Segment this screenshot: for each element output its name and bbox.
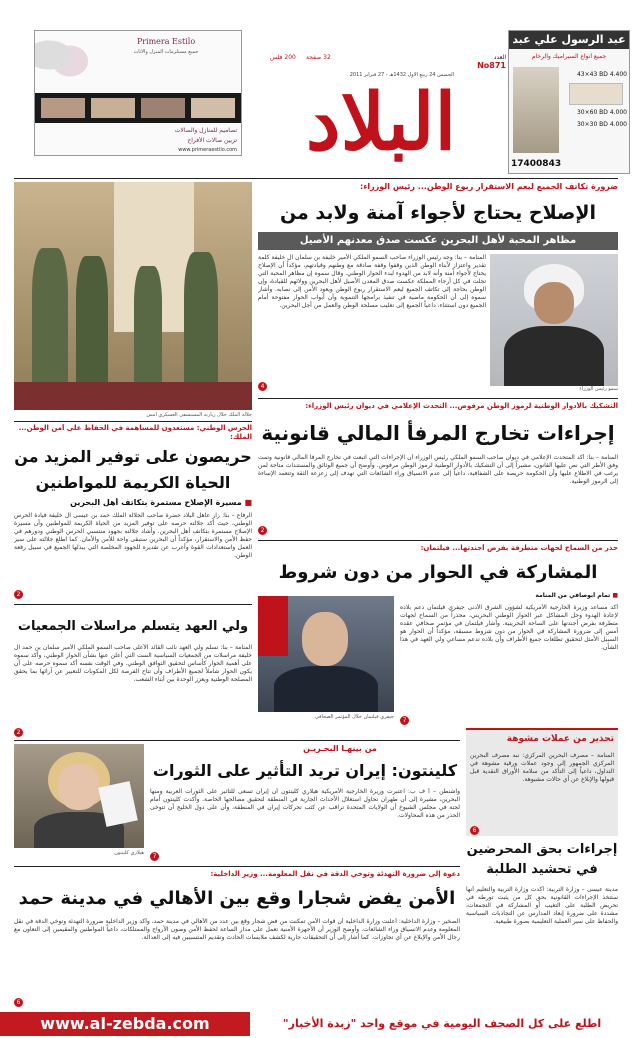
story4-headline: ولي العهد يتسلم مراسلات الجمعيات — [17, 619, 249, 634]
ad-primera-url: www.primeraestilo.com — [178, 147, 237, 153]
story3-kicker: حذر من السماح لجهات متطرفة بفرض أجندتها... فيلتمان: — [420, 544, 618, 552]
portrait-face — [534, 282, 574, 324]
divider — [258, 398, 618, 399]
bottom-body: الصخير – وزارة الداخلية: أعلنت وزارة الداخلية أن قوات الأمن تمكنت من فض شجار وقع بين عدد من الأهالي في مدينة حمد، وأكد وزير الداخلية ضرورة التهدئة وتوخي الدقة في نقل المعلومة وعدم الانسياق وراء الشائعات. وأوضح الوزير أن الأجهزة الأمنية تعمل على مدار الساعة لحفظ الأمن وصون الأرواح والممتلكات، داعياً المواطنين والمقيمين إلى التعاون مع رجال الأمن والإبلاغ عن أي تجاوزات. كما أشار إلى أن التحقيقات جارية لكشف ملابسات الحادث وتقديم المتسببين فيه إلى العدالة. — [14, 918, 460, 941]
story3-page-badge: 7 — [400, 716, 409, 725]
figure-officer — [32, 248, 68, 398]
divider — [14, 604, 252, 605]
ad-size-2: 30×60 BD 4.000 — [576, 109, 627, 116]
story2-body: المنامة – بنا: أكد المتحدث الإعلامي في ديوان صاحب السمو الملكي رئيس الوزراء أن الإجراءات التي اتبعت في تخارج المرفأ المالي قانونية وتمت وفق الأطر التي نص عليها القانون، مشيراً إلى أن التشكيك بالأدوار الوطنية لرموز الوطن مرفوض. وأوضح أن جميع الوثائق والمستندات متاحة لمن يرغب في الاطلاع عليها وأن الحكومة حريصة على الشفافية، داعياً إلى عدم الانسياق وراء الشائعات التي تهدف إلى زعزعة الثقة وتتعمد الإساءة إلى الرموز الوطنية. — [258, 454, 618, 485]
clinton-photo — [14, 744, 144, 848]
story3-headline: المشاركة في الحوار من دون شروط — [278, 562, 598, 583]
divider — [258, 540, 618, 541]
ad-primera-line2: تزيين صالات الأفراح — [187, 137, 237, 144]
students-body: مدينة عيسى – وزارة التربية: أكدت وزارة التربية والتعليم أنها ستتخذ الإجراءات القانونية بحق كل من يثبت تورطه في تحريض الطلبة على التغيب أو المشاركة في التجمعات، مشددة على ضرورة إبعاد المدارس عن التجاذبات السياسية والحفاظ على سير العملية التعليمية بصورة طبيعية. — [466, 886, 618, 925]
ad-primera-line1: تصاميم للمنازل والصالات — [174, 127, 237, 134]
bottom-kicker: دعوة إلى ضرورة التهدئة وتوخي الدقة في نقل المعلومة... وزير الداخلية: — [210, 870, 460, 878]
story2-page-badge: 2 — [258, 526, 267, 535]
feltman-caption: جيفري فيلتمان خلال المؤتمر الصحافي — [315, 714, 394, 720]
ad-size-3: 30×30 BD 4.000 — [576, 121, 627, 128]
king-visit-caption: جلالة الملك خلال زيارته المستشفى العسكري أمس — [146, 412, 252, 418]
paper-sheet — [98, 781, 138, 827]
story2-kicker: التشكيك بالأدوار الوطنية لرموز الوطن مرفوض... التحدث الإعلامي في ديوان رئيس الوزراء: — [305, 402, 618, 410]
story5-kicker: من بينهـا البحـريـن — [303, 744, 377, 753]
figure-officer — [134, 266, 162, 386]
lead-headline: الإصلاح يحتاج لأجواء آمنة ولابد من — [279, 202, 597, 224]
story3-byline: ■ تمام أبوصافي من المنامة — [440, 592, 618, 602]
story2-headline: إجراءات تخارج المرفأ المالي قانونية — [261, 421, 615, 445]
story5-headline: كلينتون: إيران تريد التأثير على الثورات — [152, 761, 458, 780]
lead-photo — [490, 254, 618, 386]
flag — [258, 596, 288, 656]
story4-body: المنامة – بنا: تسلم ولي العهد نائب القائد الأعلى صاحب السمو الملكي الأمير سلمان بن حمد آل خليفة مراسلات من الجمعيات السياسية الست التي أعلن عنها بشأن الحوار الوطني، وأكد سموه على أهمية الحوار كأساس لتحقيق التوافق الوطني. وفي الوقت نفسه أكد سموه حرصه على أن يكون الحوار شاملاً لجميع الأطراف وأن تتاح الفرصة لكل المكونات للتعبير عن آرائها بما يحقق المصلحة الوطنية ويعزز الوحدة بين أبناء الشعب. — [14, 644, 252, 683]
figure-officer — [76, 256, 108, 396]
bottom-headline: الأمن يفض شجارا وقع بين الأهالي في مدينة حمد — [18, 888, 456, 909]
lead-caption: سمو رئيس الوزراء — [579, 386, 618, 392]
portrait-face — [302, 612, 348, 666]
film-frame — [41, 98, 85, 118]
portrait-face — [58, 764, 100, 810]
students-box — [466, 840, 618, 1034]
footer-slogan: اطلع على كل الصحف اليومية في موقع واحد "زبدة الأخبار" — [282, 1017, 602, 1030]
newspaper-logo: البلاد — [305, 77, 457, 168]
film-frame — [91, 98, 135, 118]
story4-page-badge: 2 — [14, 728, 23, 737]
issue-label: العدد — [493, 54, 506, 61]
clinton-caption: هيلاري كلينتون — [114, 850, 144, 856]
ad-primera — [34, 30, 242, 156]
story3-body: أكد مساعد وزيرة الخارجية الأمريكية لشؤون الشرق الأدنى جيفري فيلتمان دعم بلاده لإعادة الهدوء وحل المشاكل عبر الحوار الوطني البحريني، محذراً من السماح لجهات متطرفة بفرض أجندتها على الساحة البحرينية. وأشار فيلتمان في مؤتمر صحافي عقده أمس إلى ضرورة المشاركة في الحوار من دون شروط مسبقة، مؤكداً أن الحوار هو السبيل الأمثل لتحقيق تطلعات جميع الأطراف وأن بلاده تدعم مساعي ولي العهد في هذا الشأن. — [400, 604, 618, 651]
masthead — [0, 0, 632, 178]
ad-filmstrip — [35, 93, 241, 123]
bottom-page-badge: 6 — [14, 998, 23, 1007]
story5-page-badge: 7 — [150, 852, 159, 861]
lead-kicker: ضرورة تكاتف الجميع ليعم الاستقرار ربوع الوطن... رئيس الوزراء: — [360, 182, 618, 191]
divider — [14, 421, 252, 422]
ad-ceramic — [508, 30, 630, 174]
guard-page-badge: 2 — [14, 590, 23, 599]
ad-ceramic-phone: 17400843 — [511, 159, 562, 169]
footer-url[interactable]: www.al-zebda.com — [0, 1012, 250, 1036]
divider — [14, 178, 618, 179]
ad-ceramic-sub: جميع أنواع السيراميك والرخام — [531, 53, 607, 60]
guard-headline: حريصون على توفير المزيد من الحياة الكريمة للمواطنين — [14, 447, 252, 492]
issue-info — [256, 54, 506, 70]
story5-body: واشنطن – أ ف ب: اعتبرت وزيرة الخارجية الأمريكية هيلاري كلينتون أن إيران تسعى للتأثير على الثورات العربية ومنها البحرين، مشيرة إلى أن طهران تحاول استغلال الأحداث الجارية في المنطقة لتحقيق مصالحها الخاصة. وأكدت كلينتون أمام لجنة في مجلس الشيوخ أن الولايات المتحدة تراقب عن كثب تحركات إيران في المنطقة، وأن على دول الخليج أن تتوخى الحذر من هذه المحاولات. — [150, 788, 460, 819]
ad-size-1: 43×43 BD 4.400 — [576, 71, 627, 78]
ad-tile-sample — [569, 83, 623, 105]
issue-date: الخميس 24 ربيع الأول 1432هـ - 27 فبراير 2011 — [349, 72, 454, 78]
king-visit-photo — [14, 182, 252, 410]
divider — [14, 866, 460, 867]
ad-primera-tagline: جميع مستلزمات المنزل والأثاث — [133, 49, 199, 55]
feltman-photo — [258, 596, 394, 712]
film-frame — [191, 98, 235, 118]
issue-pages: 32 صفحة — [306, 54, 331, 61]
guard-sub: ■ مسيرة الإصلاح مستمرة بتكاتف أهل البحرين — [14, 498, 252, 510]
lead-banner: مظاهر المحبة لأهل البحرين عكست صدق معدنهم الأصيل — [258, 232, 618, 250]
guard-body: الرفاع – بنا: زار عاهل البلاد حضرة صاحب الجلالة الملك حمد بن عيسى آل خليفة قيادة الحرس الوطني، حيث أكد جلالته حرصه على توفير المزيد من الحياة الكريمة للمواطنين وأن مسيرة الإصلاح مستمرة بتكاتف أهل البحرين. وأشاد جلالته بجهود منتسبي الحرس الوطني ودورهم في حفظ الأمن والاستقرار، مؤكداً أن البحرين ستبقى واحة للأمن والأمان. كما اطلع جلالته على سير العمل واستعدادات القوة وأعرب عن تقديره للجهود المخلصة التي يبذلها الجميع في سبيل رفعة الوطن. — [14, 512, 252, 559]
portrait-robe — [504, 326, 604, 386]
ad-tile-image — [513, 67, 559, 153]
guard-kicker: الحرس الوطني: مستعدون للمساهمة في الحفاظ على أمن الوطن... الملك: — [18, 424, 252, 441]
lead-body: المنامة – بنا: وجه رئيس الوزراء صاحب السمو الملكي الأمير خليفة بن سلمان آل خليفة كلمة تقدير واعتزاز لأبناء الوطن الذين وقفوا وقفة صادقة مع وطنهم وقيادتهم، مؤكداً أن الإصلاح يحتاج لأجواء آمنة وأنه لابد من الهدوء لبدء الحوار الوطني. وقال سموه إن مظاهر المحبة التي تجلت في كل أرجاء المملكة عكست صدق المعدن الأصيل لأهل البحرين وولائهم للقيادة، وإن الوطن بحاجة إلى تكاتف الجميع ليعم الاستقرار ربوع الوطن ويعود الأمن إلى نصابه. وأشار سموه إلى أن الحكومة ماضية في تنفيذ برامجها التنموية وأن أبواب الحوار مفتوحة أمام الجميع دون استثناء، داعياً الجميع إلى تغليب مصلحة الوطن والعمل من أجل البحرين. — [258, 254, 486, 309]
issue-price: 200 فلس — [270, 54, 296, 61]
issue-number: No871 — [477, 61, 506, 70]
ad-ceramic-title: عبد الرسول علي عبد — [509, 31, 629, 49]
carpet — [14, 382, 252, 410]
currency-page-badge: 6 — [470, 826, 479, 835]
figure-officer — [184, 252, 218, 396]
currency-body: المنامة – مصرف البحرين المركزي: نبه مصرف البحرين المركزي الجمهور إلى وجود عملات ورقية مشوهة في التداول، داعياً إلى التأكد من سلامة الأوراق النقدية قبل قبولها والإبلاغ عن أي حالات مشبوهة. — [470, 752, 614, 783]
ad-swirl-graphic — [35, 31, 105, 91]
ad-primera-brand: Primera Estilo — [136, 37, 196, 46]
film-frame — [141, 98, 185, 118]
students-headline: إجراءات بحق المحرضين في تحشيد الطلبة — [466, 842, 618, 877]
divider — [14, 740, 460, 741]
lead-page-badge: 4 — [258, 382, 267, 391]
currency-title: تحذير من عملات مشوهة — [506, 734, 614, 744]
footer-banner — [0, 1010, 632, 1038]
portrait-suit — [274, 666, 378, 712]
currency-box — [466, 728, 618, 836]
